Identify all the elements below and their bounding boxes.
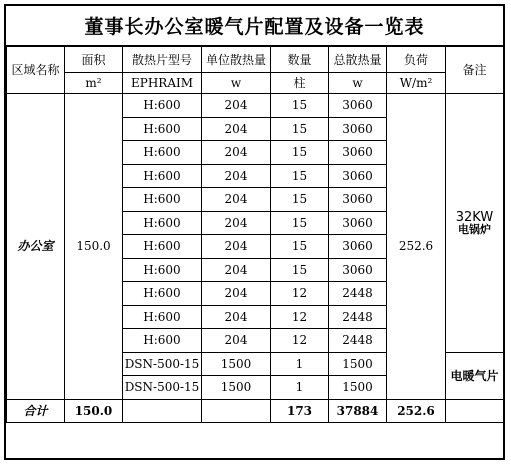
row-unit-heat: 204: [202, 329, 271, 353]
row-quantity: 12: [271, 329, 329, 353]
row-quantity: 15: [271, 258, 329, 282]
row-total-heat: 3060: [329, 258, 387, 282]
total-quantity: 173: [271, 399, 329, 423]
row-quantity: 1: [271, 352, 329, 376]
row-total-heat: 3060: [329, 94, 387, 118]
header-model: 散热片型号: [123, 47, 202, 73]
row-unit-heat: 204: [202, 282, 271, 306]
header-remark: 备注: [446, 47, 504, 94]
unit-load: W/m²: [387, 73, 446, 94]
row-quantity: 1: [271, 376, 329, 400]
row-total-heat: 2448: [329, 305, 387, 329]
row-total-heat: 1500: [329, 376, 387, 400]
row-unit-heat: 204: [202, 164, 271, 188]
total-model-empty: [123, 399, 202, 423]
row-total-heat: 3060: [329, 235, 387, 259]
remark-radiator: 电暖气片: [446, 352, 504, 399]
row-unit-heat: 1500: [202, 376, 271, 400]
row-total-heat: 3060: [329, 164, 387, 188]
header-row: [7, 47, 504, 73]
row-model: DSN-500-15: [123, 376, 202, 400]
total-label: 合计: [7, 399, 65, 423]
row-model: H:600: [123, 141, 202, 165]
row-unit-heat: 204: [202, 188, 271, 212]
row-model: H:600: [123, 117, 202, 141]
row-quantity: 15: [271, 117, 329, 141]
row-model: H:600: [123, 188, 202, 212]
row-total-heat: 3060: [329, 141, 387, 165]
total-row: [7, 399, 504, 423]
row-model: H:600: [123, 164, 202, 188]
row-model: DSN-500-15: [123, 352, 202, 376]
row-model: H:600: [123, 329, 202, 353]
row-unit-heat: 204: [202, 235, 271, 259]
row-quantity: 15: [271, 211, 329, 235]
row-unit-heat: 204: [202, 211, 271, 235]
row-model: H:600: [123, 235, 202, 259]
row-unit-heat: 204: [202, 94, 271, 118]
total-heat: 37884: [329, 399, 387, 423]
row-model: H:600: [123, 94, 202, 118]
zone-load: 252.6: [387, 94, 446, 400]
row-total-heat: 3060: [329, 188, 387, 212]
unit-total-heat: w: [329, 73, 387, 94]
row-model: H:600: [123, 282, 202, 306]
row-unit-heat: 1500: [202, 352, 271, 376]
row-quantity: 12: [271, 282, 329, 306]
boiler-label: 电锅炉: [458, 222, 491, 236]
header-quantity: 数量: [271, 47, 329, 73]
row-total-heat: 1500: [329, 352, 387, 376]
header-load: 负荷: [387, 47, 446, 73]
header-area: 面积: [65, 47, 123, 73]
unit-model: EPHRAIM: [123, 73, 202, 94]
row-quantity: 15: [271, 164, 329, 188]
remark-boiler: [446, 94, 504, 353]
unit-row: [7, 73, 504, 94]
boiler-power: 32KW: [455, 209, 494, 225]
row-model: H:600: [123, 258, 202, 282]
page-title: 董事长办公室暖气片配置及设备一览表: [6, 6, 503, 46]
row-quantity: 15: [271, 141, 329, 165]
row-quantity: 15: [271, 235, 329, 259]
radiator-table: [6, 46, 504, 423]
row-total-heat: 2448: [329, 329, 387, 353]
header-unit-heat: 单位散热量: [202, 47, 271, 73]
row-total-heat: 2448: [329, 282, 387, 306]
total-remark-empty: [446, 399, 504, 423]
total-unit-heat-empty: [202, 399, 271, 423]
table-row: [7, 94, 504, 118]
row-model: H:600: [123, 305, 202, 329]
zone-area: 150.0: [65, 94, 123, 400]
row-quantity: 15: [271, 188, 329, 212]
total-load: 252.6: [387, 399, 446, 423]
zone-name: 办公室: [7, 94, 65, 400]
unit-quantity: 柱: [271, 73, 329, 94]
row-quantity: 12: [271, 305, 329, 329]
row-total-heat: 3060: [329, 117, 387, 141]
row-unit-heat: 204: [202, 117, 271, 141]
unit-area: m²: [65, 73, 123, 94]
row-unit-heat: 204: [202, 258, 271, 282]
header-area-name: 区域名称: [7, 47, 65, 94]
row-unit-heat: 204: [202, 141, 271, 165]
row-model: H:600: [123, 211, 202, 235]
row-unit-heat: 204: [202, 305, 271, 329]
unit-unit-heat: w: [202, 73, 271, 94]
total-area: 150.0: [65, 399, 123, 423]
row-total-heat: 3060: [329, 211, 387, 235]
header-total-heat: 总散热量: [329, 47, 387, 73]
row-quantity: 15: [271, 94, 329, 118]
